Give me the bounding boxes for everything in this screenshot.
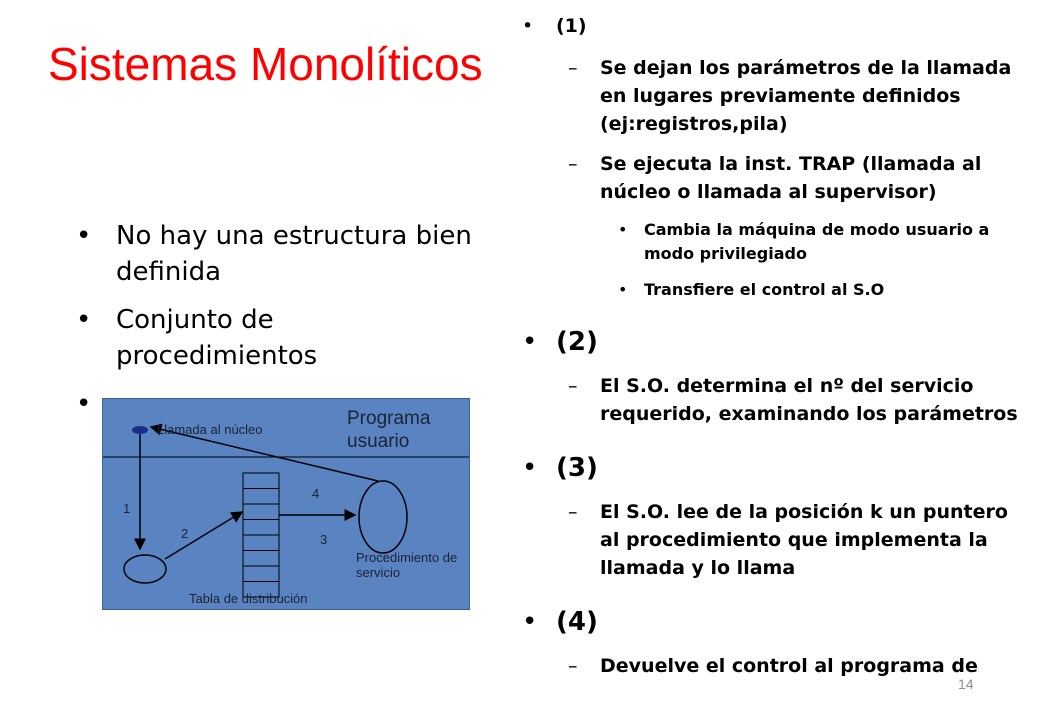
kernel-call-point [132, 426, 148, 434]
main-procedure [124, 555, 166, 583]
monolithic-call-diagram [102, 398, 470, 610]
step-4-label: • (4) [520, 604, 1030, 640]
service-procedure [359, 481, 407, 553]
step-1-detail-2: – Se ejecuta la inst. TRAP (llamada al núcleo o llamada al supervisor) [520, 150, 1020, 206]
user-program-label: Programa usuario [347, 408, 431, 452]
page-number: 14 [958, 676, 974, 692]
left-bullet-structure: • No hay una estructura bien definida [74, 218, 474, 290]
step-3-label: • (3) [520, 450, 1030, 486]
left-bullet-procedures: • Conjunto de procedimientos [74, 302, 474, 374]
step-2-label: • (2) [520, 324, 1030, 360]
step-1-detail-1: – Se dejan los parámetros de la llamada en lugares previamente definidos (ej:registros,pila) [520, 54, 1020, 138]
arrow-2-label: 2 [181, 526, 189, 541]
step-2-detail-1: – El S.O. determina el nº del servicio requerido, examinando los parámetros [520, 372, 1020, 428]
arrow-3-label: 3 [320, 532, 328, 547]
dispatch-table-label: Tabla de distribución [189, 591, 308, 606]
dispatch-table [243, 473, 279, 597]
arrow-1-label: 1 [123, 501, 131, 516]
arrow-4-label: 4 [312, 486, 320, 501]
step-4-detail-1: – Devuelve el control al programa de [520, 652, 1020, 680]
step-1-label: • (1) [520, 12, 1030, 40]
arrow-2 [165, 512, 242, 559]
step-3-detail-1: – El S.O. lee de la posición k un puntero al procedimiento que implementa la llamada y lo llama [520, 498, 1020, 582]
steps-list [520, 12, 1030, 692]
kernel-call-label: Llamada al núcleo [157, 422, 263, 437]
step-1-subdetail-2: • Transfiere el control al S.O [520, 278, 1030, 302]
step-1-subdetail-1: • Cambia la máquina de modo usuario a modo privilegiado [520, 218, 1030, 266]
slide-title: Sistemas Monolíticos [48, 38, 483, 90]
service-procedure-label: Procedimiento de servicio [356, 550, 458, 580]
